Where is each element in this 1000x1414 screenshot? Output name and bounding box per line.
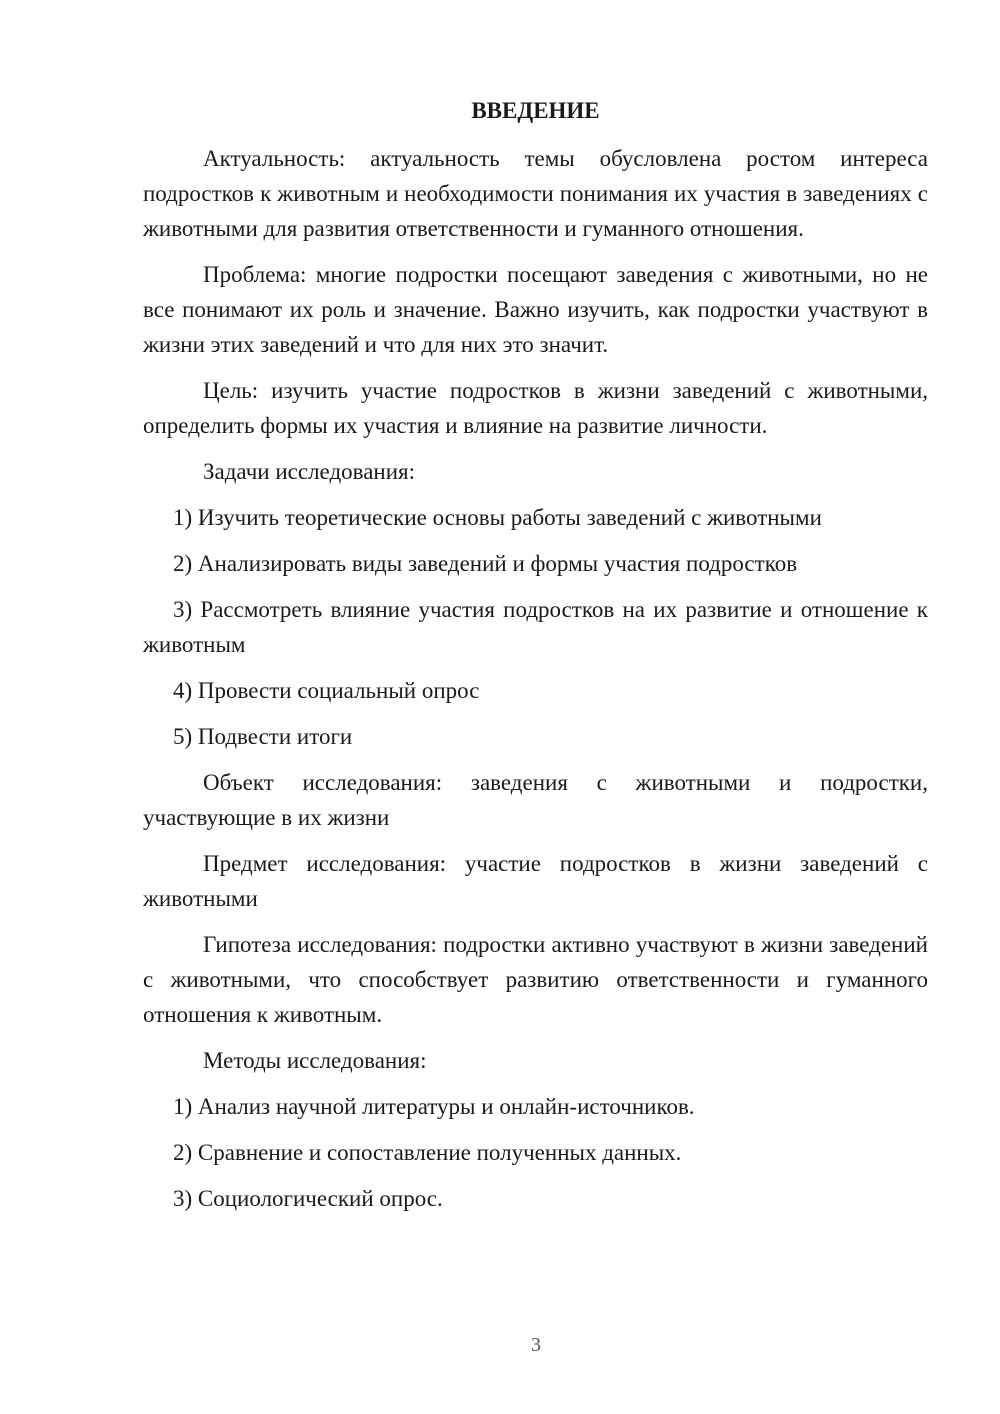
task-item-1: 1) Изучить теоретические основы работы заведений с животными — [173, 505, 822, 530]
tasks-heading: Задачи исследования: — [203, 459, 416, 484]
page-title: ВВЕДЕНИЕ — [471, 98, 600, 123]
method-item-1: 1) Анализ научной литературы и онлайн-источников. — [173, 1094, 695, 1119]
method-item-3: 3) Социологический опрос. — [173, 1186, 443, 1211]
document-body — [143, 93, 928, 1227]
object-paragraph: Объект исследования: заведения с животными и подростки, участвующие в их жизни — [143, 770, 928, 830]
goal-paragraph: Цель: изучить участие подростков в жизни заведений с животными, определить формы их участия и влияние на развитие личности. — [143, 378, 928, 438]
hypothesis-paragraph: Гипотеза исследования: подростки активно участвуют в жизни заведений с животными, что способствует развитию ответственности и гуманного отношения к животным. — [143, 932, 928, 1027]
methods-heading: Методы исследования: — [203, 1048, 427, 1073]
task-item-3: 3) Рассмотреть влияние участия подростков на их развитие и отношение к животным — [143, 597, 928, 657]
problem-paragraph: Проблема: многие подростки посещают заведения с животными, но не все понимают их роль и значение. Важно изучить, как подростки участвуют в жизни этих заведений и что для них это значит. — [143, 262, 928, 357]
relevance-paragraph: Актуальность: актуальность темы обусловлена ростом интереса подростков к животным и необходимости понимания их участия в заведениях с животными для развития ответственности и гуманного отношения. — [143, 146, 928, 241]
subject-paragraph: Предмет исследования: участие подростков в жизни заведений с животными — [143, 851, 928, 911]
page-number: 3 — [531, 1334, 541, 1356]
task-item-5: 5) Подвести итоги — [173, 724, 353, 749]
method-item-2: 2) Сравнение и сопоставление полученных данных. — [173, 1140, 682, 1165]
task-item-4: 4) Провести социальный опрос — [173, 678, 480, 703]
task-item-2: 2) Анализировать виды заведений и формы участия подростков — [173, 551, 798, 576]
